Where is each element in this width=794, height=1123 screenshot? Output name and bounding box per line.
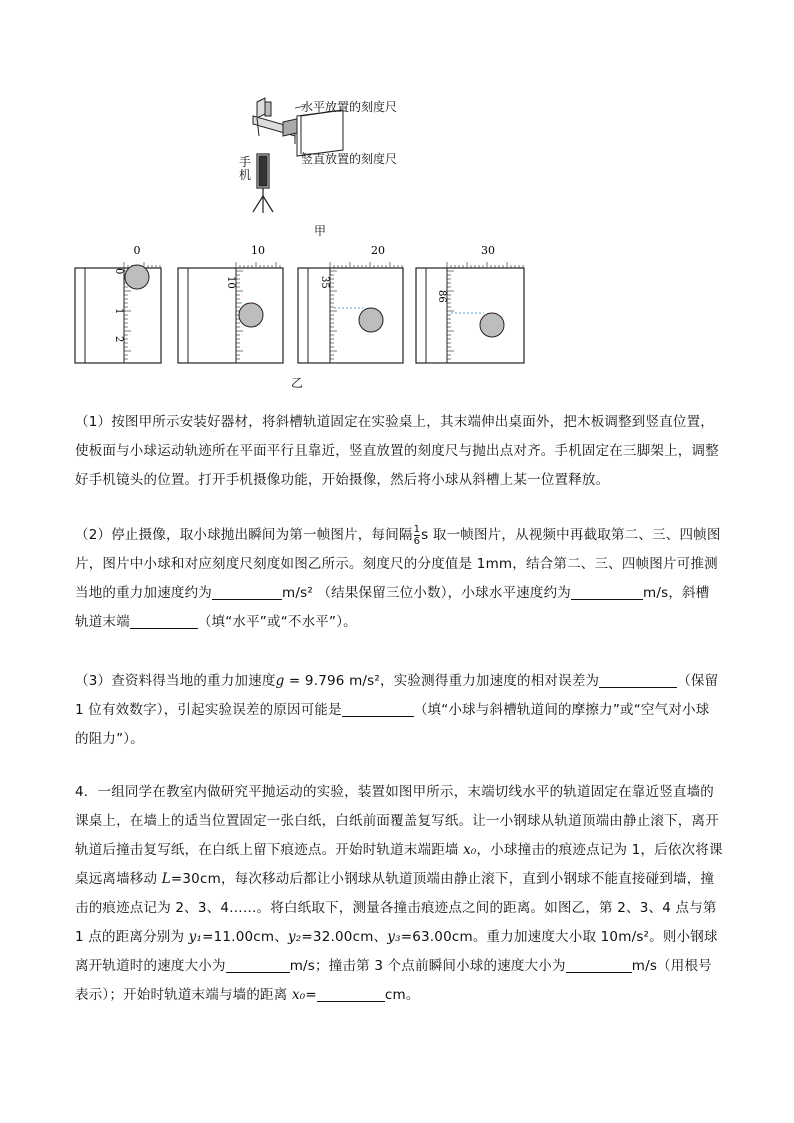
q4-text-c: =30cm，每次移动后都让小钢球从轨道顶端由静止滚下，直到小钢球不能直接碰到墙，撞击的痕迹点记为 2、3、4……。将白纸取下，测量各撞击痕迹点之间的距离。如图乙，第 2、3、4 点与第 1 点的距离分别为 xyxy=(75,871,717,945)
ball xyxy=(239,303,263,327)
horizontal-ruler-ticks xyxy=(236,262,280,268)
frame-border xyxy=(416,268,524,363)
q2-text-d: m/s，斜槽轨道末端 xyxy=(75,585,710,630)
figure-yi-frames xyxy=(70,240,530,370)
y2-symbol: y₂ xyxy=(287,929,302,945)
caption-jia: 甲 xyxy=(314,224,327,238)
ball xyxy=(480,313,504,337)
answer-blank-track-level[interactable] xyxy=(130,614,198,629)
frame-border xyxy=(298,268,403,363)
side-scale-number: 86 xyxy=(436,290,447,303)
frame-4 xyxy=(416,244,524,363)
q4-text-j: cm。 xyxy=(384,987,420,1003)
frame-2 xyxy=(178,244,283,363)
q4-text-i: = xyxy=(305,987,317,1003)
x0-symbol-2: x₀ xyxy=(291,987,306,1003)
answer-blank-launch-speed[interactable] xyxy=(226,958,290,973)
q1-text: （1）按图甲所示安装好器材，将斜槽轨道固定在实验桌上，其末端伸出桌面外，把木板调整到竖直位置，使板面与小球运动轨迹所在平面平行且靠近，竖直放置的刻度尺与抛出点对齐。手机固定在三脚架上，调整好手机镜头的位置。打开手机摄像功能，开始摄像，然后将小球从斜槽上某一位置释放。 xyxy=(75,414,719,488)
q4-text-h: m/s（用根号表示）；开始时轨道末端与墙的距离 xyxy=(75,958,712,1003)
answer-blank-error-cause[interactable] xyxy=(342,702,414,717)
q2-text-e: （填“水平”或“不水平”）。 xyxy=(197,614,357,630)
y1-symbol: y₁ xyxy=(188,929,203,945)
answer-blank-gravity[interactable] xyxy=(212,585,282,600)
y3-symbol: y₃ xyxy=(387,929,401,945)
q4-text-a: 4．一组同学在教室内做研究平抛运动的实验，装置如图甲所示，末端切线水平的轨道固定在靠近竖直墙的课桌上，在墙上的适当位置固定一张白纸，白纸前面覆盖复写纸。让一小钢球从轨道顶端由静止滚下，离开轨道后撞击复写纸，在白纸上留下痕迹点。开始时轨道末端距墙 xyxy=(75,784,719,858)
answer-blank-initial-distance[interactable] xyxy=(317,987,385,1002)
q4-text-f: =63.00cm。重力加速度大小取 10m/s²。则小钢球离开轨道时的速度大小为 xyxy=(75,929,718,974)
answer-blank-relative-error[interactable] xyxy=(599,673,677,688)
phone-on-tripod xyxy=(253,154,273,213)
q4-text-g: m/s；撞击第 3 个点前瞬间小球的速度大小为 xyxy=(289,958,566,974)
caption-yi: 乙 xyxy=(291,376,304,390)
answer-blank-horizontal-speed[interactable] xyxy=(571,585,643,600)
fraction-one-sixth: $\frac{1}{6}$ xyxy=(413,523,421,547)
ball xyxy=(125,265,149,289)
top-tick-label: 0 xyxy=(133,244,141,257)
side-scale-number: 35 xyxy=(319,276,330,289)
q3-text-d: （填“小球与斜槽轨道间的摩擦力”或“空气对小球的阻力”）。 xyxy=(75,702,710,747)
q4-text-d: =11.00cm、 xyxy=(202,929,288,945)
L-symbol: L xyxy=(161,871,171,887)
horizontal-ruler-ticks xyxy=(447,262,523,268)
question-3 xyxy=(75,667,723,754)
ramp-track xyxy=(253,98,301,144)
top-tick-label: 20 xyxy=(371,244,385,257)
label-phone: 手机 xyxy=(239,155,252,182)
frame-3 xyxy=(298,244,403,363)
q2-text-a: （2）停止摄像，取小球抛出瞬间为第一帧图片，每间隔 xyxy=(75,527,413,543)
question-2 xyxy=(75,521,723,637)
question-4 xyxy=(75,778,723,1010)
q3-text-a: （3）查资料得当地的重力加速度 xyxy=(75,673,276,689)
q2-text-c: m/s² （结果保留三位小数），小球水平速度约为 xyxy=(282,585,571,601)
side-scale-number: 0 xyxy=(113,268,124,275)
top-tick-label: 10 xyxy=(251,244,265,257)
label-horizontal-ruler: 水平放置的刻度尺 xyxy=(301,100,398,114)
x0-symbol: x₀ xyxy=(463,842,477,858)
q4-text-e: =32.00cm、 xyxy=(301,929,388,945)
answer-blank-impact-speed[interactable] xyxy=(566,958,632,973)
ball xyxy=(359,308,383,332)
g-symbol: g xyxy=(275,673,285,689)
side-scale-number: 2 xyxy=(113,336,124,343)
horizontal-ruler-ticks xyxy=(330,262,402,268)
q3-text-c: （保留 1 位有效数字），引起实验误差的原因可能是 xyxy=(75,673,719,718)
q4-text-b: ，小球撞击的痕迹点记为 1，后依次将课桌远离墙移动 xyxy=(75,842,723,887)
side-scale-number: 10 xyxy=(225,276,236,289)
q2-text-b: s 取一帧图片，从视频中再截取第二、三、四帧图片，图片中小球和对应刻度尺刻度如图乙所示。刻度尺的分度值是 1mm，结合第二、三、四帧图片可推测当地的重力加速度约为 xyxy=(75,527,721,601)
g-value: = 9.796 m/s² xyxy=(284,673,381,689)
q3-text-b: ，实验测得重力加速度的相对误差为 xyxy=(380,673,600,689)
side-scale-number: 1 xyxy=(113,308,124,315)
top-tick-label: 30 xyxy=(481,244,495,257)
label-vertical-ruler: 竖直放置的刻度尺 xyxy=(301,152,398,166)
frame-1 xyxy=(75,244,161,363)
question-1 xyxy=(75,408,723,495)
